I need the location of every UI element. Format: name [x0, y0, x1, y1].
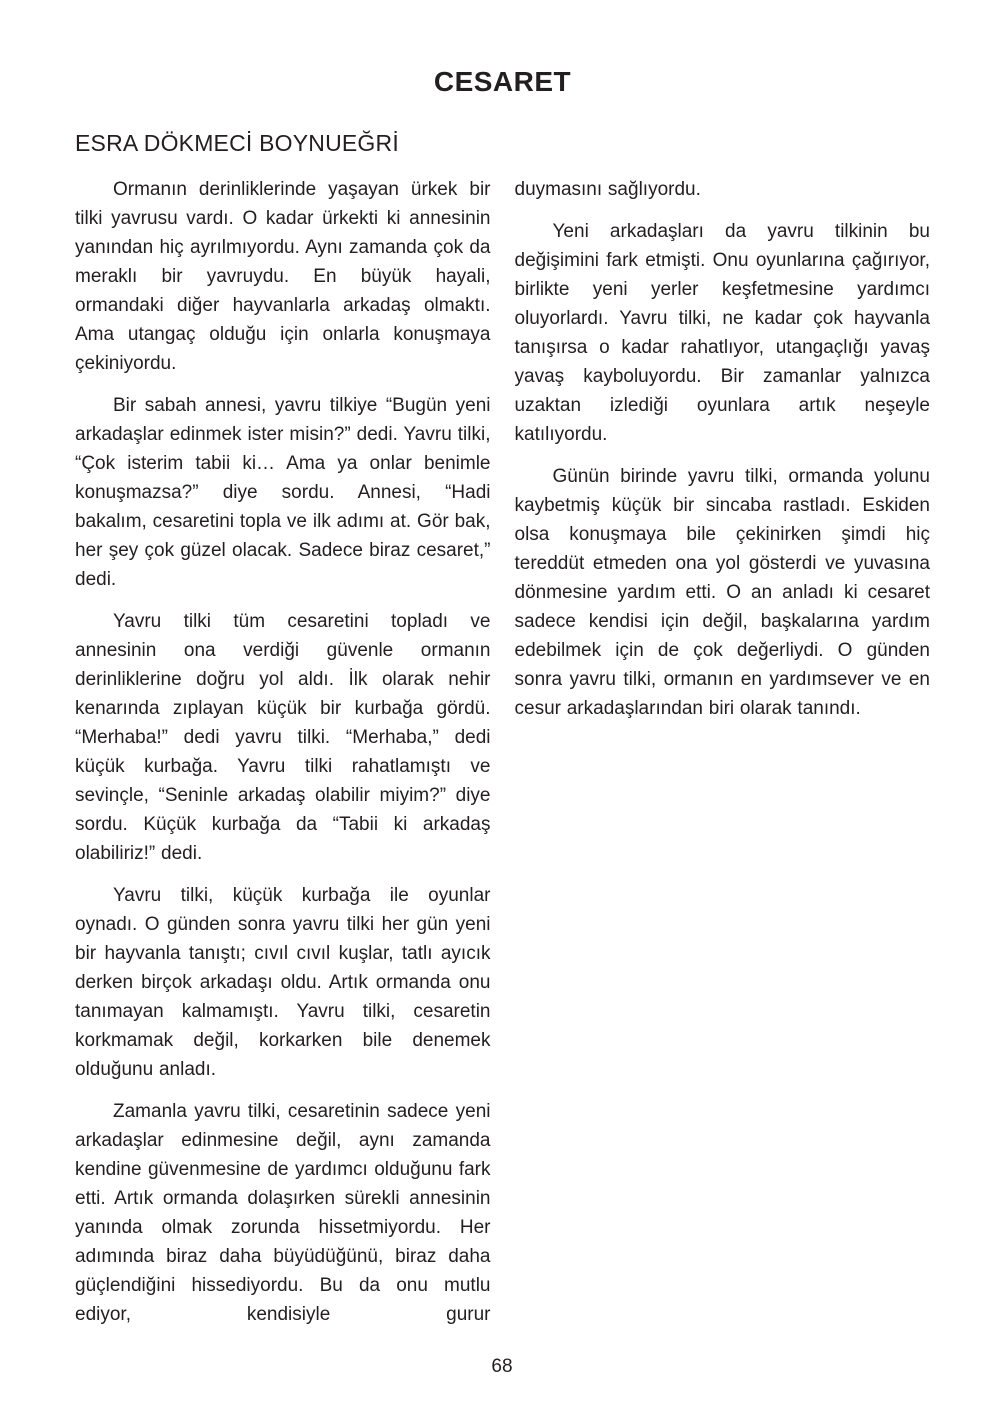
- paragraph-left-4: Yavru tilki, küçük kurbağa ile oyunlar oynadı. O günden sonra yavru tilki her gün yeni bir hayvanla tanıştı; cıvıl cıvıl kuşlar, tatlı ayıcık derken birçok arkadaşı oldu. Artık ormanda onu tanımayan kalmamıştı. Yavru tilki, cesaretin korkmamak değil, korkarken bile denemek olduğunu anladı.: [75, 885, 491, 1080]
- paragraph-left-1: Ormanın derinliklerinde yaşayan ürkek bir tilki yavrusu vardı. O kadar ürkekti ki annesinin yanından hiç ayrılmıyordu. Aynı zamanda çok da meraklı bir yavruydu. En büyük hayali, ormandaki diğer hayvanlarla arkadaş olmaktı. Ama utangaç olduğu için onlarla konuşmaya çekiniyordu.: [75, 179, 491, 374]
- paragraph-right-2: Günün birinde yavru tilki, ormanda yolunu kaybetmiş küçük bir sincaba rastladı. Eskiden olsa konuşmaya bile çekinirken şimdi hiç tereddüt etmeden ona yol gösterdi ve yuvasına dönmesine yardım etti. O an anladı ki cesaret sadece kendisi için değil, başkalarına yardım edebilmek için de çok değerliydi. O günden sonra yavru tilki, ormanın en yardımsever ve en cesur arkadaşlarından biri olarak tanındı.: [514, 466, 930, 719]
- article-author: ESRA DÖKMECİ BOYNUEĞRİ: [75, 130, 399, 156]
- paragraph-left-5: Zamanla yavru tilki, cesaretinin sadece yeni arkadaşlar edinmesine değil, aynı zamanda kendine güvenmesine de yardımcı olduğunu fark etti. Artık ormanda dolaşırken sürekli annesinin yanında olmak zorunda hissetmiyordu. Her adımında biraz daha büyüdüğünü, biraz daha güçlendiğini hissediyordu. Bu da onu mutlu ediyor, kendisiyle gurur: [75, 1101, 491, 1325]
- paragraph-right-1: Yeni arkadaşları da yavru tilkinin bu değişimini fark etmişti. Onu oyunlarına çağırıyor, birlikte yeni yerler keşfetmesine yardımcı oluyorlardı. Yavru tilki, ne kadar çok hayvanla tanışırsa o kadar rahatlıyor, utangaçlığı yavaş yavaş kayboluyordu. Bir zamanlar yalnızca uzaktan izlediği oyunlara artık neşeyle katılıyordu.: [514, 221, 930, 445]
- page-number: 68: [491, 1356, 513, 1377]
- two-column-text-body: [75, 175, 930, 1342]
- paragraph-right-continuation: duymasını sağlıyordu.: [514, 179, 701, 200]
- text-column-right: [515, 175, 931, 736]
- text-column-left: [75, 175, 491, 1342]
- paragraph-left-3: Yavru tilki tüm cesaretini topladı ve annesinin ona verdiği güvenle ormanın derinliklerine doğru yol aldı. İlk olarak nehir kenarında zıplayan küçük bir kurbağa gördü. “Merhaba!” dedi yavru tilki. “Merhaba,” dedi küçük kurbağa. Yavru tilki rahatlamıştı ve sevinçle, “Seninle arkadaş olabilir miyim?” diye sordu. Küçük kurbağa da “Tabii ki arkadaş olabiliriz!” dedi.: [75, 611, 491, 864]
- paragraph-left-2: Bir sabah annesi, yavru tilkiye “Bugün yeni arkadaşlar edinmek ister misin?” dedi. Yavru tilki, “Çok isterim tabii ki… Ama ya onlar benimle konuşmazsa?” diye sordu. Annesi, “Hadi bakalım, cesaretini topla ve ilk adımı at. Gör bak, her şey çok güzel olacak. Sadece biraz cesaret,” dedi.: [75, 395, 491, 590]
- article-title: CESARET: [433, 66, 572, 97]
